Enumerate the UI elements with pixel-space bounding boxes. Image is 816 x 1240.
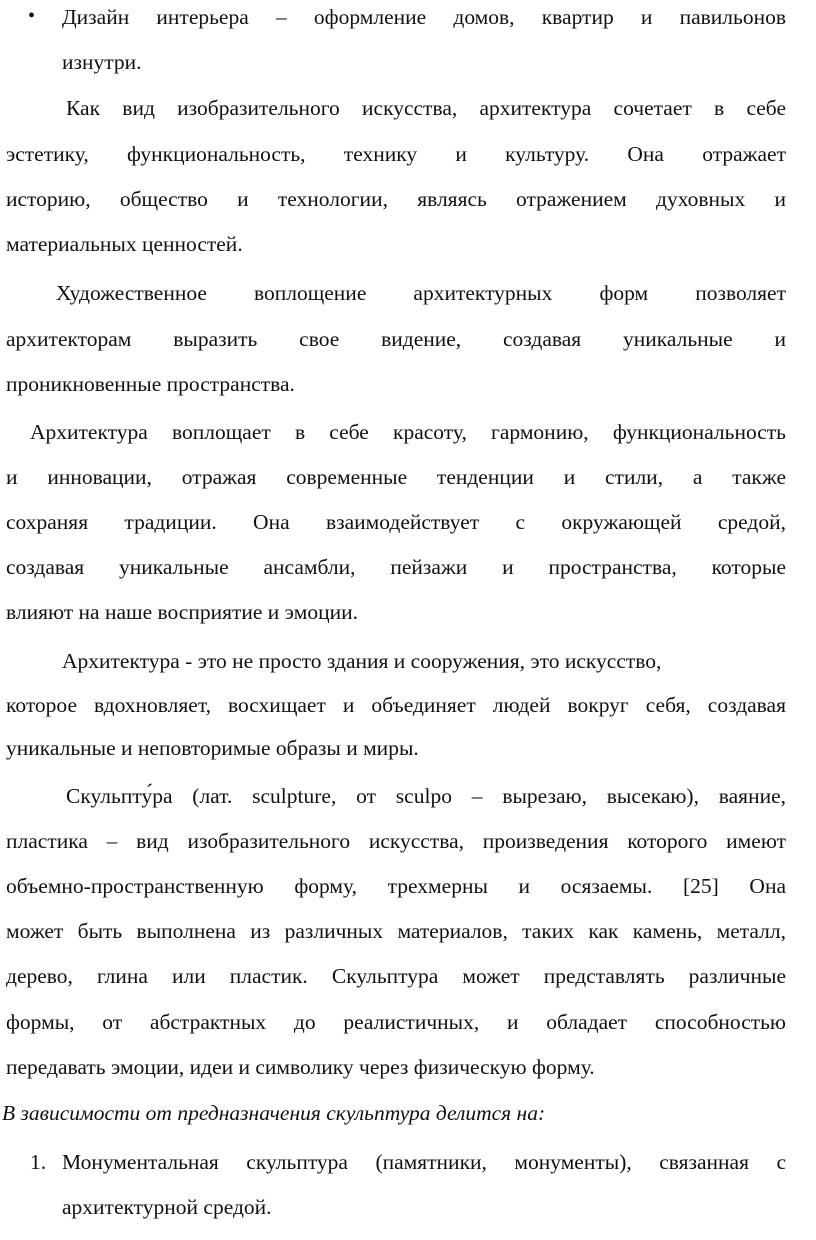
text-line: и инновации, отражая современные тенденции и стили, а также <box>6 465 786 489</box>
text-line: Дизайн интерьера – оформление домов, квартир и павильонов <box>62 5 786 29</box>
list-number: 1. <box>30 1150 47 1174</box>
text-line: передавать эмоции, идеи и символику через физическую форму. <box>6 1055 595 1079</box>
paragraph-first-line: Архитектура - это не просто здания и сооружения, это искусство, <box>62 649 662 673</box>
text-line: влияют на наше восприятие и эмоции. <box>6 600 358 624</box>
list-heading: В зависимости от предназначения скульптура делится на: <box>2 1101 546 1125</box>
text-line: создавая уникальные ансамбли, пейзажи и пространства, которые <box>6 555 786 579</box>
bullet-marker: • <box>28 5 36 27</box>
paragraph-first-line: Как вид изобразительного искусства, архитектура сочетает в себе <box>66 96 786 120</box>
paragraph-first-line: Скульпту́ра (лат. sculpture, от sculpo – вырезаю, высекаю), ваяние, <box>66 784 786 808</box>
paragraph-first-line: Архитектура воплощает в себе красоту, гармонию, функциональность <box>30 420 786 444</box>
text-line: формы, от абстрактных до реалистичных, и обладает способностью <box>6 1010 786 1034</box>
text-line: историю, общество и технологии, являясь отражением духовных и <box>6 187 786 211</box>
text-line: материальных ценностей. <box>6 232 243 256</box>
text-line: может быть выполнена из различных материалов, таких как камень, металл, <box>6 919 786 943</box>
text-line: архитекторам выразить свое видение, создавая уникальные и <box>6 327 786 351</box>
text-line: проникновенные пространства. <box>6 372 295 396</box>
text-line: пластика – вид изобразительного искусства, произведения которого имеют <box>6 829 786 853</box>
text-line: эстетику, функциональность, технику и культуру. Она отражает <box>6 142 786 166</box>
text-line: изнутри. <box>62 50 142 74</box>
text-line: сохраняя традиции. Она взаимодействует с окружающей средой, <box>6 510 786 534</box>
list-item-text: Монументальная скульптура (памятники, монументы), связанная с <box>62 1150 786 1174</box>
list-item-text: архитектурной средой. <box>62 1195 272 1219</box>
text-line: дерево, глина или пластик. Скульптура может представлять различные <box>6 964 786 988</box>
text-line: объемно-пространственную форму, трехмерны и осязаемы. [25] Она <box>6 874 786 898</box>
text-line: уникальные и неповторимые образы и миры. <box>6 736 419 760</box>
paragraph-first-line: Художественное воплощение архитектурных форм позволяет <box>56 281 786 305</box>
text-line: которое вдохновляет, восхищает и объединяет людей вокруг себя, создавая <box>6 693 786 717</box>
